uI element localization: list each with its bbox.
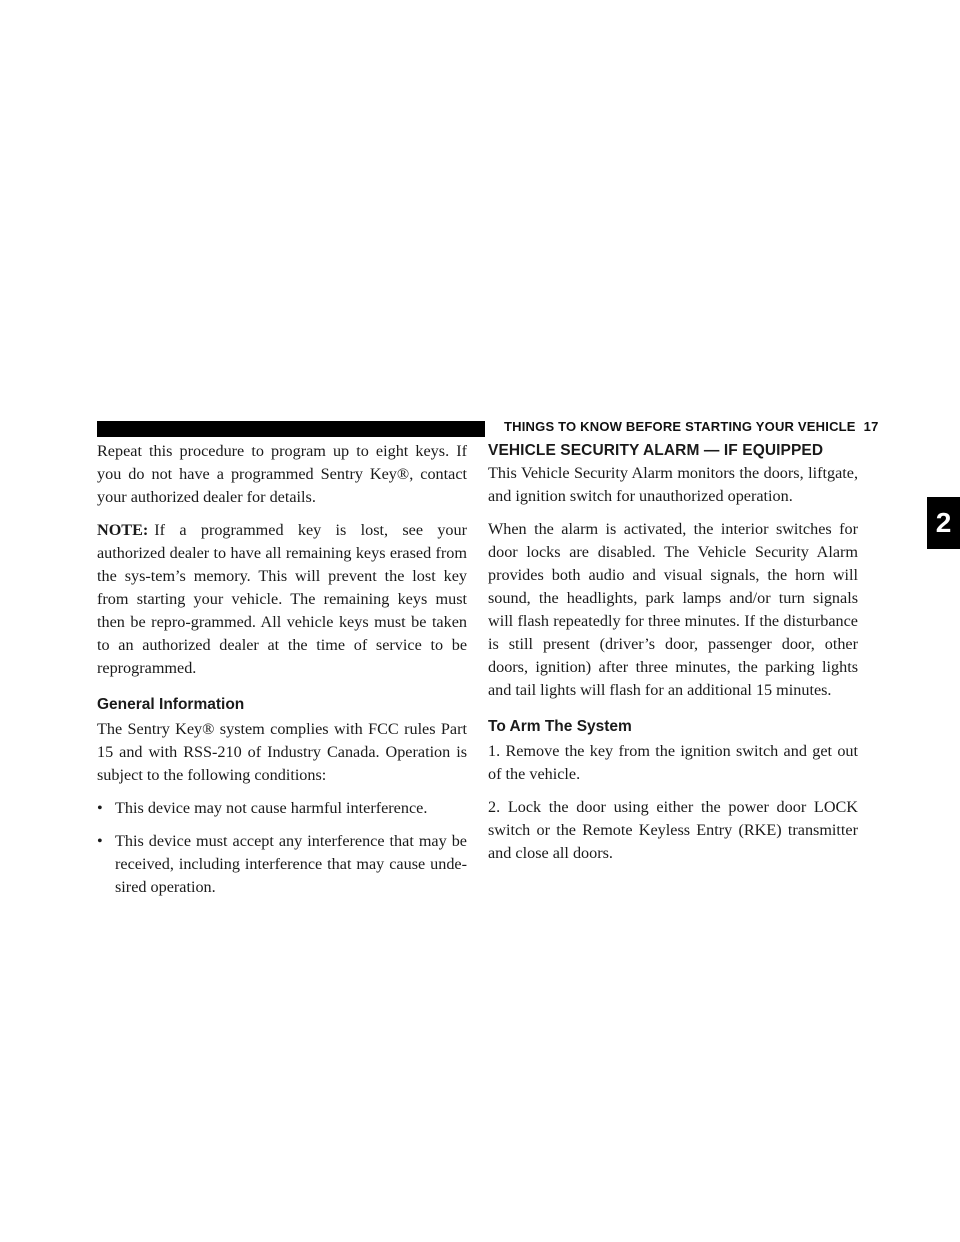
intro-paragraph: Repeat this procedure to program up to eight keys. If you do not have a programmed Sentry Key®, contact your authorized dealer for details. xyxy=(97,442,467,506)
general-information-text: The Sentry Key® system complies with FCC rules Part 15 and with RSS-210 of Industry Canada. Operation is subject to the following conditions: xyxy=(97,720,467,784)
list-item xyxy=(97,830,467,899)
chapter-tab: 2 xyxy=(927,497,960,549)
general-information-heading: General Information xyxy=(97,696,245,713)
left-column xyxy=(97,440,467,909)
conditions-list xyxy=(97,797,467,899)
bullet-icon: • xyxy=(97,799,103,817)
header-bar xyxy=(97,421,485,437)
header-title: THINGS TO KNOW BEFORE STARTING YOUR VEHICLE xyxy=(504,419,856,434)
note-label: NOTE: xyxy=(97,521,149,539)
list-item xyxy=(97,797,467,820)
right-column xyxy=(488,440,858,875)
alarm-activation-paragraph: When the alarm is activated, the interior switches for door locks are disabled. The Vehicle Security Alarm provides both audio and visual signals, the horn will sound, the headlights, park lamps and/or turn signals will flash repeatedly for three minutes. If the disturbance is still present (driver’s door, passenger door, other doors, ignition) after three minutes, the parking lights and tail lights will flash for an additional 15 minutes. xyxy=(488,520,858,699)
running-header xyxy=(504,419,879,434)
bullet-icon: • xyxy=(97,832,103,850)
alarm-intro-paragraph: This Vehicle Security Alarm monitors the doors, liftgate, and ignition switch for unauthorized operation. xyxy=(488,464,858,505)
arm-step-2: 2. Lock the door using either the power door LOCK switch or the Remote Keyless Entry (RKE) transmitter and close all doors. xyxy=(488,798,858,862)
security-alarm-heading: VEHICLE SECURITY ALARM — IF EQUIPPED xyxy=(488,442,824,459)
list-item-text: This device must accept any interference that may be received, including interference that may cause unde-sired operation. xyxy=(115,832,467,896)
note-text: If a programmed key is lost, see your authorized dealer to have all remaining keys erased from the sys-tem’s memory. This will prevent the lost key from starting your vehicle. The remaining keys must then be repro-grammed. All vehicle keys must be taken to an authorized dealer at the time of service to be reprogrammed. xyxy=(97,521,467,677)
arm-step-1: 1. Remove the key from the ignition switch and get out of the vehicle. xyxy=(488,742,858,783)
arm-system-heading: To Arm The System xyxy=(488,718,632,735)
page-number: 17 xyxy=(863,419,879,434)
list-item-text: This device may not cause harmful interference. xyxy=(115,799,428,817)
note-paragraph xyxy=(97,519,467,680)
